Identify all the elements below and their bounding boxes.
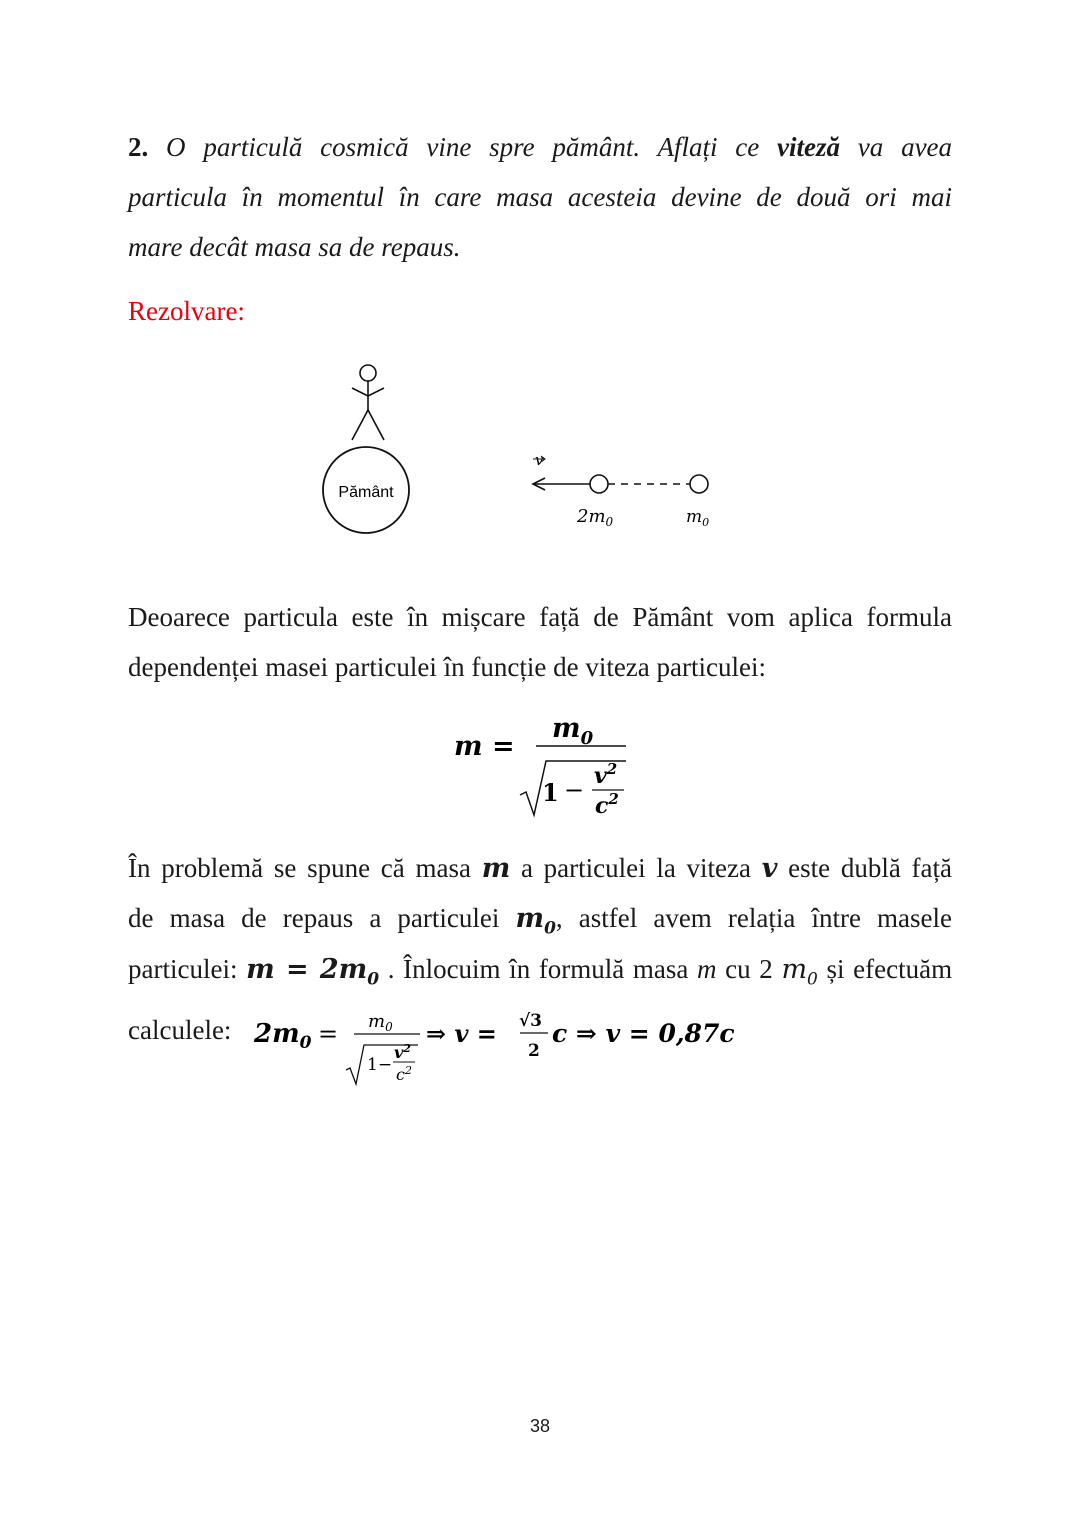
p2-m0: $m_0$ bbox=[515, 903, 556, 939]
calc-formula bbox=[250, 1000, 790, 1100]
p2-text: , astfel avem relația între masele bbox=[555, 903, 953, 933]
moving-mass-label: $2m_0$ bbox=[577, 506, 614, 529]
calc-v2: $v^2$ bbox=[394, 1042, 411, 1062]
p2-text: a particulei la viteza bbox=[520, 853, 752, 883]
solution-label: Rezolvare: bbox=[128, 296, 245, 326]
problem-text-a: O particulă cosmică vine spre pământ. Aflați ce bbox=[166, 132, 760, 162]
velocity-label: v bbox=[535, 451, 544, 469]
p2-text: În problemă se spune că masa bbox=[128, 853, 471, 883]
rest-mass-label: $m_0$ bbox=[686, 507, 710, 529]
stick-figure bbox=[352, 365, 384, 440]
calc-eq: = bbox=[318, 1020, 339, 1048]
calc-implies-1: ⇒ v = bbox=[426, 1019, 497, 1048]
problem-line-3: mare decât masa sa de repaus. bbox=[128, 232, 461, 262]
calc-result: c ⇒ v = 0,87c bbox=[552, 1019, 735, 1048]
formula-minus: − bbox=[564, 776, 585, 804]
calc-label: calculele: bbox=[128, 1015, 232, 1045]
p2-m0: $m_0$ bbox=[781, 954, 818, 990]
paragraph-2-line-1 bbox=[128, 843, 952, 894]
p2-text: particulei: bbox=[128, 954, 238, 984]
p2-text: și efectuăm bbox=[826, 954, 953, 984]
p2-m0: $m_0$ bbox=[338, 954, 380, 990]
p2-eq: m = 2 bbox=[246, 954, 339, 985]
problem-number: 2. bbox=[128, 132, 149, 162]
calc-one-minus: 1− bbox=[367, 1055, 393, 1075]
p2-text: este dublă față bbox=[788, 853, 953, 883]
p2-text: . Înlocuim în formulă masa bbox=[387, 954, 689, 984]
calc-c2: $c^2$ bbox=[396, 1064, 412, 1084]
calc-two: 2 bbox=[528, 1041, 540, 1061]
problem-line-2: particula în momentul în care masa acesteia devine de două ori mai bbox=[128, 182, 952, 212]
calc-lhs: $2m_0$ bbox=[254, 1019, 312, 1053]
p2-v: v bbox=[761, 853, 778, 884]
p2-text: cu 2 bbox=[725, 954, 773, 984]
p2-m: m bbox=[481, 853, 511, 884]
calc-sqrt3: √3 bbox=[519, 1011, 543, 1031]
problem-text-b: va avea bbox=[857, 132, 953, 162]
problem-keyword: viteză bbox=[777, 132, 840, 162]
page-number: 38 bbox=[529, 1416, 551, 1436]
formula-c2: $c^2$ bbox=[595, 790, 619, 819]
formula-one: 1 bbox=[542, 778, 559, 807]
formula-v2: $v^2$ bbox=[594, 760, 618, 789]
p2-m: m bbox=[697, 954, 717, 984]
paragraph-1-line-1: Deoarece particula este în mișcare față de Pământ vom aplica formula bbox=[128, 602, 952, 632]
p2-text: de masa de repaus a particulei bbox=[128, 903, 500, 933]
paragraph-1-line-2: dependenței masei particulei în funcție de viteza particulei: bbox=[128, 652, 766, 682]
paragraph-2-line-3 bbox=[128, 944, 952, 1004]
calc-num: $m_0$ bbox=[368, 1011, 393, 1034]
earth-label: Pământ bbox=[338, 484, 394, 501]
formula-numerator: $m_0$ bbox=[552, 713, 594, 749]
diagram bbox=[0, 0, 1080, 560]
mass-formula bbox=[440, 705, 660, 825]
particle-moving bbox=[590, 475, 608, 493]
formula-lhs: m = bbox=[454, 731, 515, 762]
particle-rest bbox=[690, 475, 708, 493]
